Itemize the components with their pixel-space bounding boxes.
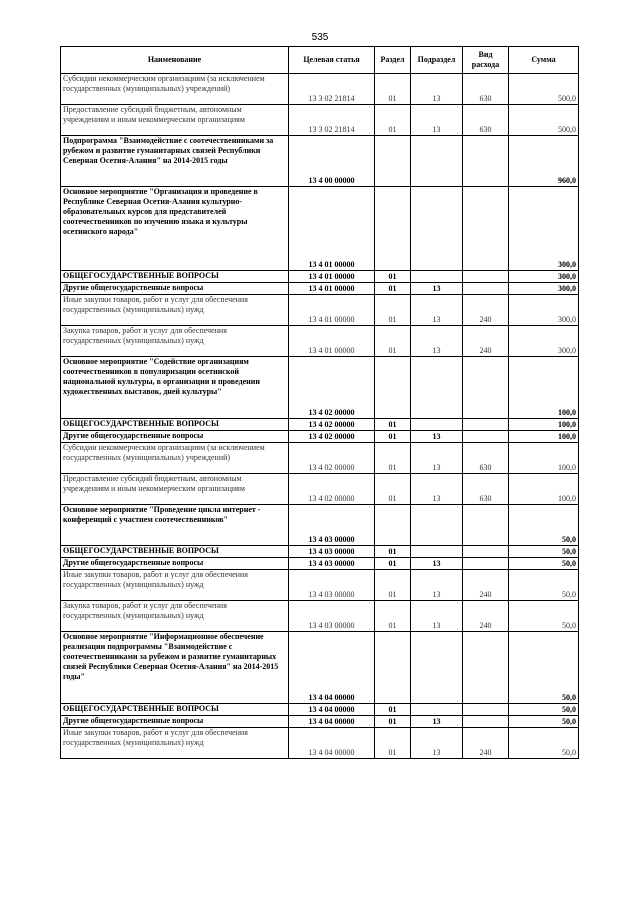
cell-type bbox=[463, 431, 509, 443]
cell-name-text: Закупка товаров, работ и услуг для обеспечения государственных (муниципальных) нужд bbox=[63, 601, 227, 620]
cell-target: 13 4 03 00000 bbox=[289, 546, 375, 558]
cell-type bbox=[463, 187, 509, 271]
cell-section: 01 bbox=[375, 546, 411, 558]
cell-subsection: 13 bbox=[411, 601, 463, 632]
cell-sum: 100,0 bbox=[509, 419, 579, 431]
cell-type bbox=[463, 136, 509, 187]
cell-sum: 300,0 bbox=[509, 295, 579, 326]
cell-subsection: 13 bbox=[411, 74, 463, 105]
cell-section bbox=[375, 136, 411, 187]
header-name: Наименование bbox=[61, 47, 289, 74]
cell-sum: 50,0 bbox=[509, 546, 579, 558]
cell-target: 13 4 01 00000 bbox=[289, 187, 375, 271]
cell-type: 240 bbox=[463, 601, 509, 632]
table-row bbox=[61, 570, 579, 601]
table-row bbox=[61, 431, 579, 443]
cell-target: 13 4 02 00000 bbox=[289, 474, 375, 505]
cell-target: 13 4 01 00000 bbox=[289, 283, 375, 295]
cell-target: 13 4 02 00000 bbox=[289, 419, 375, 431]
cell-subsection bbox=[411, 704, 463, 716]
cell-type bbox=[463, 632, 509, 704]
cell-name bbox=[61, 505, 289, 546]
cell-name bbox=[61, 283, 289, 295]
cell-name bbox=[61, 357, 289, 419]
cell-name-text: Основное мероприятие "Организация и проведение в Республике Северная Осетия-Алания культурно-образовательных курсов для представителей соотечественников по изучению языка и культуры осетинского народа" bbox=[63, 187, 258, 236]
cell-subsection: 13 bbox=[411, 474, 463, 505]
cell-target: 13 4 02 00000 bbox=[289, 431, 375, 443]
cell-section: 01 bbox=[375, 728, 411, 759]
cell-section: 01 bbox=[375, 283, 411, 295]
cell-target: 13 4 02 00000 bbox=[289, 443, 375, 474]
cell-subsection: 13 bbox=[411, 295, 463, 326]
cell-section: 01 bbox=[375, 570, 411, 601]
header-expense-type: Вид расхода bbox=[463, 47, 509, 74]
cell-type bbox=[463, 558, 509, 570]
table-row bbox=[61, 728, 579, 759]
cell-name-text: Субсидии некоммерческим организациям (за исключением государственных (муниципальных) учреждений) bbox=[63, 74, 265, 93]
cell-sum: 50,0 bbox=[509, 505, 579, 546]
cell-name bbox=[61, 546, 289, 558]
cell-name-text: Предоставление субсидий бюджетным, автономным учреждениям и иным некоммерческим организациям bbox=[63, 105, 245, 124]
table-body bbox=[61, 74, 579, 759]
cell-target: 13 4 01 00000 bbox=[289, 326, 375, 357]
table-row bbox=[61, 505, 579, 546]
cell-section bbox=[375, 505, 411, 546]
cell-target: 13 4 02 00000 bbox=[289, 357, 375, 419]
cell-name-text: ОБЩЕГОСУДАРСТВЕННЫЕ ВОПРОСЫ bbox=[63, 271, 219, 280]
cell-section bbox=[375, 357, 411, 419]
cell-name-text: Основное мероприятие "Информационное обеспечение реализации подпрограммы "Взаимодействие с соотечественниками за рубежом и развитие гуманитарных связей Республики Северная Осетия-Алания" на 2014-2015 годы" bbox=[63, 632, 279, 681]
cell-target: 13 4 00 00000 bbox=[289, 136, 375, 187]
cell-name bbox=[61, 187, 289, 271]
cell-name bbox=[61, 601, 289, 632]
cell-sum: 960,0 bbox=[509, 136, 579, 187]
table-row bbox=[61, 105, 579, 136]
table-row bbox=[61, 357, 579, 419]
cell-section: 01 bbox=[375, 419, 411, 431]
cell-target: 13 4 04 00000 bbox=[289, 704, 375, 716]
cell-target: 13 3 02 21814 bbox=[289, 74, 375, 105]
cell-name-text: Другие общегосударственные вопросы bbox=[63, 431, 204, 440]
cell-subsection bbox=[411, 187, 463, 271]
header-target: Целевая статья bbox=[289, 47, 375, 74]
cell-section: 01 bbox=[375, 716, 411, 728]
cell-name bbox=[61, 704, 289, 716]
cell-name bbox=[61, 74, 289, 105]
cell-type: 240 bbox=[463, 728, 509, 759]
cell-subsection bbox=[411, 505, 463, 546]
cell-name-text: ОБЩЕГОСУДАРСТВЕННЫЕ ВОПРОСЫ bbox=[63, 546, 219, 555]
cell-name-text: Подпрограмма "Взаимодействие с соотечественниками за рубежом и развитие гуманитарных связей Республики Северная Осетия-Алания" на 2014-2015 годы bbox=[63, 136, 274, 165]
table-row bbox=[61, 136, 579, 187]
cell-name bbox=[61, 419, 289, 431]
cell-sum: 50,0 bbox=[509, 601, 579, 632]
cell-type: 240 bbox=[463, 326, 509, 357]
cell-subsection bbox=[411, 357, 463, 419]
cell-name bbox=[61, 728, 289, 759]
cell-type: 630 bbox=[463, 474, 509, 505]
table-row bbox=[61, 326, 579, 357]
cell-type bbox=[463, 704, 509, 716]
cell-subsection: 13 bbox=[411, 105, 463, 136]
header-section: Раздел bbox=[375, 47, 411, 74]
table-row bbox=[61, 74, 579, 105]
cell-sum: 100,0 bbox=[509, 431, 579, 443]
table-row bbox=[61, 295, 579, 326]
table-row bbox=[61, 558, 579, 570]
cell-name-text: Субсидии некоммерческим организациям (за исключением государственных (муниципальных) учреждений) bbox=[63, 443, 265, 462]
cell-section: 01 bbox=[375, 704, 411, 716]
cell-subsection: 13 bbox=[411, 570, 463, 601]
cell-sum: 300,0 bbox=[509, 271, 579, 283]
cell-section: 01 bbox=[375, 271, 411, 283]
cell-type bbox=[463, 271, 509, 283]
cell-section: 01 bbox=[375, 74, 411, 105]
cell-type bbox=[463, 419, 509, 431]
cell-sum: 100,0 bbox=[509, 443, 579, 474]
cell-type bbox=[463, 283, 509, 295]
cell-section: 01 bbox=[375, 443, 411, 474]
cell-type bbox=[463, 546, 509, 558]
cell-name bbox=[61, 271, 289, 283]
cell-sum: 500,0 bbox=[509, 74, 579, 105]
cell-section: 01 bbox=[375, 295, 411, 326]
cell-sum: 300,0 bbox=[509, 283, 579, 295]
cell-target: 13 4 03 00000 bbox=[289, 570, 375, 601]
table-row bbox=[61, 271, 579, 283]
cell-type: 630 bbox=[463, 443, 509, 474]
cell-type bbox=[463, 357, 509, 419]
cell-subsection: 13 bbox=[411, 283, 463, 295]
table-row bbox=[61, 419, 579, 431]
cell-type: 240 bbox=[463, 570, 509, 601]
cell-name bbox=[61, 105, 289, 136]
table-header-row bbox=[61, 47, 579, 74]
cell-subsection bbox=[411, 632, 463, 704]
cell-subsection: 13 bbox=[411, 558, 463, 570]
table-row bbox=[61, 283, 579, 295]
cell-sum: 50,0 bbox=[509, 728, 579, 759]
cell-name bbox=[61, 558, 289, 570]
cell-type bbox=[463, 505, 509, 546]
budget-table bbox=[60, 46, 579, 759]
cell-target: 13 4 04 00000 bbox=[289, 728, 375, 759]
cell-name bbox=[61, 632, 289, 704]
cell-sum: 50,0 bbox=[509, 632, 579, 704]
cell-sum: 100,0 bbox=[509, 357, 579, 419]
cell-sum: 100,0 bbox=[509, 474, 579, 505]
cell-section: 01 bbox=[375, 431, 411, 443]
cell-subsection: 13 bbox=[411, 431, 463, 443]
table-row bbox=[61, 187, 579, 271]
cell-sum: 50,0 bbox=[509, 558, 579, 570]
cell-type: 630 bbox=[463, 105, 509, 136]
cell-target: 13 4 04 00000 bbox=[289, 632, 375, 704]
cell-sum: 300,0 bbox=[509, 326, 579, 357]
cell-section: 01 bbox=[375, 558, 411, 570]
cell-target: 13 3 02 21814 bbox=[289, 105, 375, 136]
cell-section: 01 bbox=[375, 601, 411, 632]
table-row bbox=[61, 716, 579, 728]
cell-name-text: Другие общегосударственные вопросы bbox=[63, 283, 204, 292]
cell-name bbox=[61, 716, 289, 728]
cell-name-text: ОБЩЕГОСУДАРСТВЕННЫЕ ВОПРОСЫ bbox=[63, 419, 219, 428]
cell-name-text: ОБЩЕГОСУДАРСТВЕННЫЕ ВОПРОСЫ bbox=[63, 704, 219, 713]
cell-name-text: Иные закупки товаров, работ и услуг для обеспечения государственных (муниципальных) нужд bbox=[63, 570, 248, 589]
cell-sum: 300,0 bbox=[509, 187, 579, 271]
cell-name-text: Другие общегосударственные вопросы bbox=[63, 716, 204, 725]
cell-sum: 50,0 bbox=[509, 570, 579, 601]
table-row bbox=[61, 474, 579, 505]
cell-subsection bbox=[411, 271, 463, 283]
cell-subsection: 13 bbox=[411, 326, 463, 357]
header-sum: Сумма bbox=[509, 47, 579, 74]
cell-name-text: Иные закупки товаров, работ и услуг для обеспечения государственных (муниципальных) нужд bbox=[63, 728, 248, 747]
cell-section bbox=[375, 632, 411, 704]
cell-section: 01 bbox=[375, 474, 411, 505]
cell-name bbox=[61, 474, 289, 505]
cell-subsection bbox=[411, 136, 463, 187]
cell-subsection: 13 bbox=[411, 716, 463, 728]
cell-name-text: Другие общегосударственные вопросы bbox=[63, 558, 204, 567]
cell-sum: 500,0 bbox=[509, 105, 579, 136]
cell-section bbox=[375, 187, 411, 271]
cell-name bbox=[61, 295, 289, 326]
cell-target: 13 4 01 00000 bbox=[289, 295, 375, 326]
cell-name-text: Иные закупки товаров, работ и услуг для обеспечения государственных (муниципальных) нужд bbox=[63, 295, 248, 314]
cell-sum: 50,0 bbox=[509, 704, 579, 716]
table-row bbox=[61, 601, 579, 632]
cell-subsection: 13 bbox=[411, 728, 463, 759]
cell-subsection: 13 bbox=[411, 443, 463, 474]
header-subsection: Подраздел bbox=[411, 47, 463, 74]
cell-target: 13 4 04 00000 bbox=[289, 716, 375, 728]
table-row bbox=[61, 443, 579, 474]
cell-target: 13 4 01 00000 bbox=[289, 271, 375, 283]
table-row bbox=[61, 704, 579, 716]
cell-section: 01 bbox=[375, 105, 411, 136]
cell-name-text: Основное мероприятие "Содействие организациям соотечественников в популяризации осетинской национальной культуры, в организации и проведении художественных выставок, дней культуры" bbox=[63, 357, 260, 396]
cell-name bbox=[61, 431, 289, 443]
cell-name bbox=[61, 136, 289, 187]
cell-name bbox=[61, 570, 289, 601]
cell-subsection bbox=[411, 419, 463, 431]
cell-target: 13 4 03 00000 bbox=[289, 505, 375, 546]
table-row bbox=[61, 632, 579, 704]
cell-target: 13 4 03 00000 bbox=[289, 601, 375, 632]
cell-type: 630 bbox=[463, 74, 509, 105]
cell-name bbox=[61, 443, 289, 474]
cell-sum: 50,0 bbox=[509, 716, 579, 728]
cell-name bbox=[61, 326, 289, 357]
cell-section: 01 bbox=[375, 326, 411, 357]
cell-subsection bbox=[411, 546, 463, 558]
cell-name-text: Закупка товаров, работ и услуг для обеспечения государственных (муниципальных) нужд bbox=[63, 326, 227, 345]
cell-target: 13 4 03 00000 bbox=[289, 558, 375, 570]
cell-name-text: Основное мероприятие "Проведение цикла интернет - конференций с участием соотечественников" bbox=[63, 505, 261, 524]
cell-name-text: Предоставление субсидий бюджетным, автономным учреждениям и иным некоммерческим организациям bbox=[63, 474, 245, 493]
cell-type bbox=[463, 716, 509, 728]
table-row bbox=[61, 546, 579, 558]
page-number: 535 bbox=[311, 32, 329, 43]
cell-type: 240 bbox=[463, 295, 509, 326]
